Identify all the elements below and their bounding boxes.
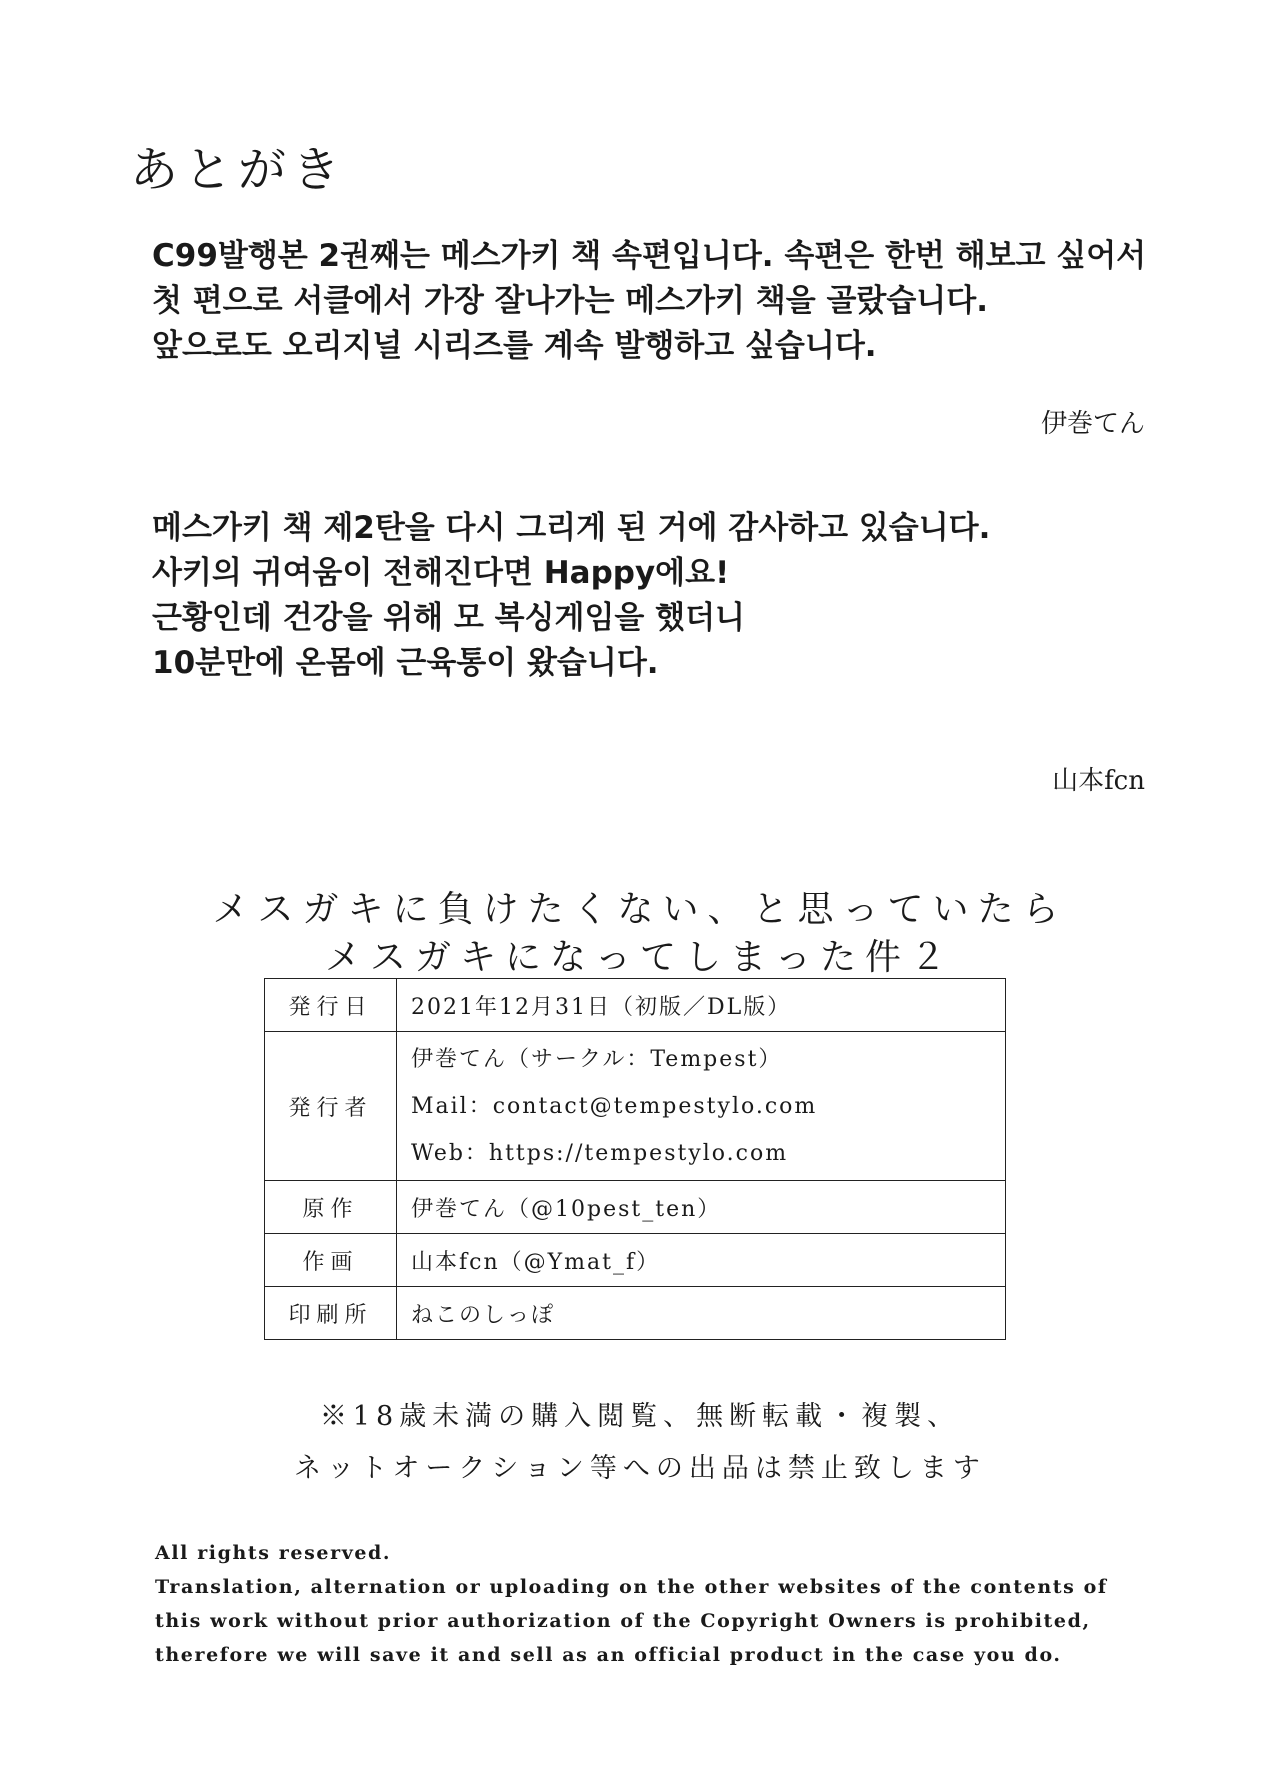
colophon-label: 発行日	[265, 979, 397, 1032]
note-line: 첫 편으로 서클에서 가장 잘나가는 메스가키 책을 골랐습니다.	[152, 283, 988, 319]
colophon-value: ねこのしっぽ	[397, 1287, 1006, 1340]
colophon-value: 山本fcn（@Ymat_f）	[397, 1234, 1006, 1287]
rights-line: therefore we will save it and sell as an official product in the case you do.	[155, 1644, 1062, 1666]
publisher-name: 伊巻てん（サークル：Tempest）	[411, 1046, 783, 1072]
note-line: 메스가키 책 제2탄을 다시 그리게 된 거에 감사하고 있습니다.	[152, 510, 991, 546]
colophon-label: 原作	[265, 1181, 397, 1234]
afterword-note-first	[152, 234, 1152, 369]
book-title-line: メスガキに負けたくない、と思っていたら	[212, 889, 1068, 930]
rights-line: this work without prior authorization of the Copyright Owners is prohibited,	[155, 1610, 1091, 1632]
colophon-row-artist	[265, 1234, 1006, 1287]
note-line: 근황인데 건강을 위해 모 복싱게임을 했더니	[152, 600, 745, 636]
colophon-label: 発行者	[265, 1032, 397, 1181]
notice-line: ※18歳未満の購入閲覧、無断転載・複製、	[319, 1401, 961, 1432]
colophon-value: 2021年12月31日（初版／DL版）	[397, 979, 1006, 1032]
publisher-mail: Mail：contact@tempestylo.com	[411, 1093, 818, 1119]
note-line: 사키의 귀여움이 전해진다면 Happy에요!	[152, 555, 730, 591]
colophon-table	[264, 978, 1006, 1340]
colophon-row-date	[265, 979, 1006, 1032]
afterword-note-second	[152, 506, 1152, 686]
copyright-notice	[155, 1536, 1108, 1672]
colophon-row-printer	[265, 1287, 1006, 1340]
author-signature: 伊巻てん	[1040, 409, 1145, 439]
book-title	[140, 886, 1140, 982]
afterword-heading: あとがき	[130, 142, 347, 198]
artist-signature: 山本fcn	[1052, 766, 1145, 796]
colophon-label: 印刷所	[265, 1287, 397, 1340]
colophon-label: 作画	[265, 1234, 397, 1287]
age-restriction-notice	[140, 1391, 1140, 1495]
colophon-row-original	[265, 1181, 1006, 1234]
note-line: 10분만에 온몸에 근육통이 왔습니다.	[152, 645, 659, 681]
notice-line: ネットオークション等への出品は禁止致します	[294, 1453, 986, 1484]
book-title-line: メスガキになってしまった件２	[324, 937, 955, 978]
note-line: C99발행본 2권째는 메스가키 책 속편입니다. 속편은 한번 해보고 싶어서	[152, 238, 1147, 274]
colophon-row-publisher	[265, 1032, 1006, 1181]
rights-line: All rights reserved.	[155, 1542, 392, 1564]
publisher-web: Web：https://tempestylo.com	[411, 1140, 789, 1166]
colophon-value	[397, 1032, 1006, 1181]
colophon-value: 伊巻てん（@10pest_ten）	[397, 1181, 1006, 1234]
note-line: 앞으로도 오리지널 시리즈를 계속 발행하고 싶습니다.	[152, 328, 877, 364]
rights-line: Translation, alternation or uploading on the other websites of the contents of	[155, 1576, 1108, 1598]
